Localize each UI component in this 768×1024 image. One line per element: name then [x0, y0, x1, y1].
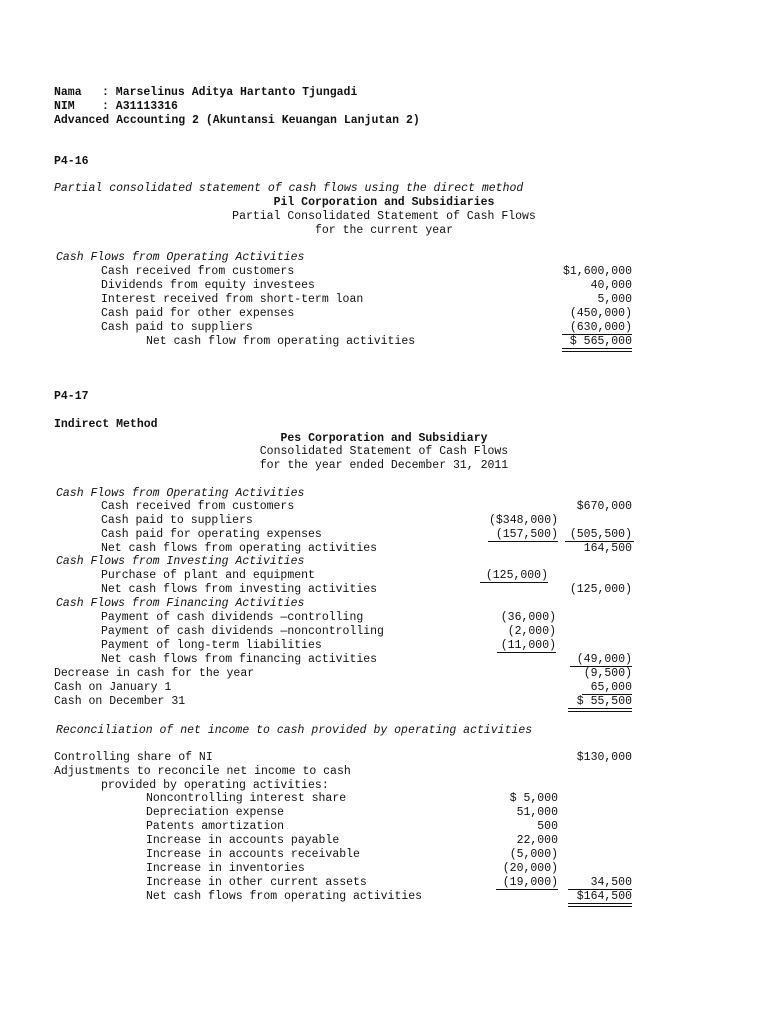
- recon-net-double-underline: [568, 903, 632, 907]
- p4-17-financing-heading: Cash Flows from Financing Activities: [56, 597, 305, 610]
- adjustment-label: Increase in other current assets: [146, 876, 367, 889]
- recon-net-value: $164,500: [576, 890, 632, 903]
- p4-16-operating-heading: Cash Flows from Operating Activities: [56, 251, 305, 264]
- cash-dec-double-underline: [568, 708, 632, 712]
- operating-net-value: 164,500: [583, 542, 632, 555]
- p4-17-operating-heading: Cash Flows from Operating Activities: [56, 487, 305, 500]
- p4-17-investing-heading: Cash Flows from Investing Activities: [56, 555, 305, 568]
- adjustments-total-value: 34,500: [590, 876, 632, 889]
- cash-paid-opex-label: Cash paid for operating expenses: [101, 528, 322, 541]
- p4-17-method: Indirect Method: [54, 418, 158, 431]
- p4-16-row-value: $1,600,000: [562, 265, 632, 278]
- p4-16-net-label: Net cash flow from operating activities: [146, 335, 416, 348]
- cash-jan-label: Cash on January 1: [54, 681, 172, 694]
- adjustment-value: $ 5,000: [509, 792, 558, 805]
- purchase-plant-value: (125,000): [485, 569, 548, 582]
- p4-16-subtitle: Partial consolidated statement of cash flows using the direct method: [54, 182, 524, 195]
- adjustment-value: (5,000): [509, 848, 558, 861]
- cash-paid-suppliers-label: Cash paid to suppliers: [101, 514, 253, 527]
- problem-id-p4-17: P4-17: [54, 390, 89, 403]
- p4-16-row-value: 5,000: [597, 293, 632, 306]
- recon-net-label: Net cash flows from operating activities: [146, 890, 423, 903]
- adjustment-label: Increase in accounts payable: [146, 834, 340, 847]
- p4-17-statement: Consolidated Statement of Cash Flows: [259, 445, 509, 458]
- adjustment-value: 51,000: [516, 806, 558, 819]
- adjustment-label: Depreciation expense: [146, 806, 285, 819]
- controlling-ni-label: Controlling share of NI: [54, 751, 213, 764]
- dividends-controlling-value: (36,000): [500, 611, 556, 624]
- p4-16-row-label: Dividends from equity investees: [101, 279, 315, 292]
- p4-16-row-value: (630,000): [569, 321, 632, 334]
- nim-value: : A31113316: [102, 100, 178, 113]
- p4-16-company: Pil Corporation and Subsidiaries: [273, 196, 495, 209]
- name-label: Nama: [54, 86, 82, 99]
- p4-16-row-label: Cash paid to suppliers: [101, 321, 253, 334]
- cash-jan-value: 65,000: [590, 681, 632, 694]
- decrease-label: Decrease in cash for the year: [54, 667, 255, 680]
- financing-net-value: (49,000): [576, 653, 632, 666]
- cash-paid-total-value: (505,500): [569, 528, 632, 541]
- cash-paid-opex-value: (157,500): [495, 528, 558, 541]
- adjustments-line-2: provided by operating activities:: [101, 779, 329, 792]
- long-term-liabilities-value: (11,000): [500, 639, 556, 652]
- adjustment-label: Increase in accounts receivable: [146, 848, 360, 861]
- decrease-value: (9,500): [583, 667, 632, 680]
- p4-16-total-double-underline: [562, 348, 632, 352]
- cash-received-value: $670,000: [576, 500, 632, 513]
- p4-16-statement: Partial Consolidated Statement of Cash Flows: [232, 210, 536, 223]
- nim-label: NIM: [54, 100, 75, 113]
- adjustment-value: (20,000): [502, 862, 558, 875]
- p4-16-row-label: Cash received from customers: [101, 265, 295, 278]
- p4-17-company: Pes Corporation and Subsidiary: [280, 432, 488, 445]
- adjustment-value: 500: [537, 820, 558, 833]
- course-title: Advanced Accounting 2 (Akuntansi Keuangan Lanjutan 2): [54, 114, 420, 127]
- adjustment-value: 22,000: [516, 834, 558, 847]
- dividends-noncontrolling-value: (2,000): [507, 625, 556, 638]
- p4-16-period: for the current year: [314, 224, 454, 237]
- p4-16-row-label: Cash paid for other expenses: [101, 307, 295, 320]
- financing-net-label: Net cash flows from financing activities: [101, 653, 378, 666]
- p4-16-row-label: Interest received from short-term loan: [101, 293, 364, 306]
- investing-net-label: Net cash flows from investing activities: [101, 583, 378, 596]
- dividends-controlling-label: Payment of cash dividends —controlling: [101, 611, 364, 624]
- cash-paid-suppliers-value: ($348,000): [488, 514, 558, 527]
- cash-received-label: Cash received from customers: [101, 500, 295, 513]
- problem-id-p4-16: P4-16: [54, 155, 89, 168]
- controlling-ni-value: $130,000: [576, 751, 632, 764]
- p4-16-row-value: (450,000): [569, 307, 632, 320]
- adjustment-value: (19,000): [502, 876, 558, 889]
- adjustment-label: Noncontrolling interest share: [146, 792, 347, 805]
- p4-16-net-value: $ 565,000: [569, 335, 632, 348]
- operating-net-label: Net cash flows from operating activities: [101, 542, 378, 555]
- p4-17-period: for the year ended December 31, 2011: [259, 459, 509, 472]
- investing-net-value: (125,000): [569, 583, 632, 596]
- cash-dec-label: Cash on December 31: [54, 695, 186, 708]
- adjustment-label: Increase in inventories: [146, 862, 305, 875]
- long-term-liabilities-label: Payment of long-term liabilities: [101, 639, 322, 652]
- dividends-noncontrolling-label: Payment of cash dividends —noncontrolling: [101, 625, 384, 638]
- name-value: : Marselinus Aditya Hartanto Tjungadi: [102, 86, 358, 99]
- adjustments-line-1: Adjustments to reconcile net income to cash: [54, 765, 351, 778]
- p4-16-row-value: 40,000: [590, 279, 632, 292]
- reconciliation-heading: Reconciliation of net income to cash provided by operating activities: [56, 724, 533, 737]
- purchase-plant-label: Purchase of plant and equipment: [101, 569, 315, 582]
- cash-dec-value: $ 55,500: [576, 695, 632, 708]
- adjustment-label: Patents amortization: [146, 820, 285, 833]
